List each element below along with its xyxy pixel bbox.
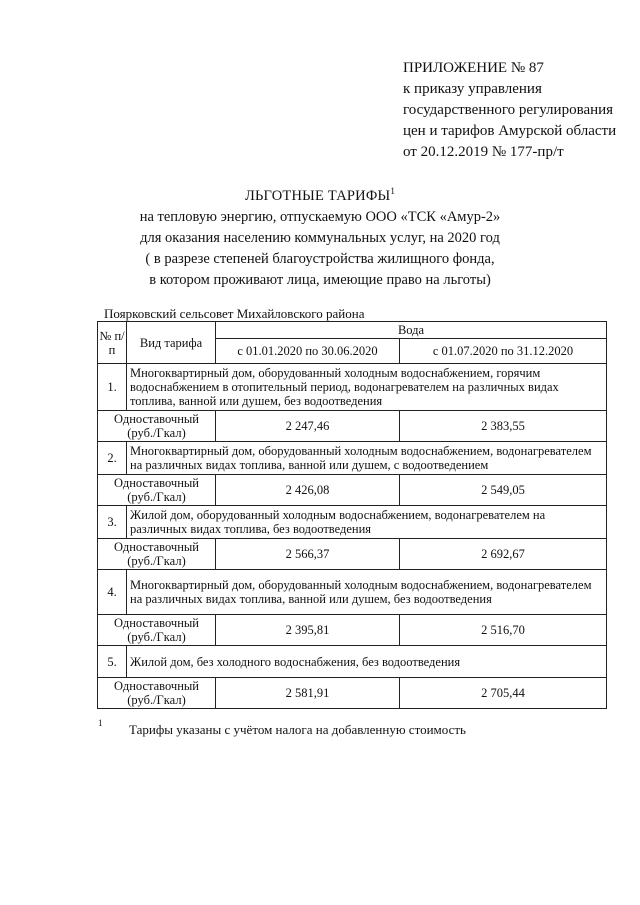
appendix-line: государственного регулирования <box>403 102 614 118</box>
rate-label <box>98 475 216 506</box>
appendix-header <box>403 58 616 163</box>
header-period-2: с 01.07.2020 по 31.12.2020 <box>400 339 607 364</box>
footnote-mark: 1 <box>98 718 103 728</box>
rate-label <box>98 615 216 646</box>
region-label: Поярковский сельсовет Михайловского района <box>104 306 365 321</box>
value-cell: 2 566,37 <box>216 539 400 570</box>
table-row <box>98 615 607 646</box>
row-desc: Жилой дом, без холодного водоснабжения, без водоотведения <box>127 646 607 678</box>
row-num: 1. <box>98 364 127 411</box>
row-num: 4. <box>98 570 127 615</box>
header-group: Вода <box>216 322 607 339</box>
rate-label-line: (руб./Гкал) <box>127 630 186 644</box>
title-main <box>0 186 640 207</box>
rate-label-line: (руб./Гкал) <box>127 554 186 568</box>
rate-label <box>98 411 216 442</box>
table-row <box>98 506 607 539</box>
rate-label-line: Одноставочный <box>114 476 199 490</box>
rate-label-line: Одноставочный <box>114 540 199 554</box>
appendix-number: ПРИЛОЖЕНИЕ № 87 <box>403 60 544 76</box>
header-num: № п/п <box>98 322 127 364</box>
table-row <box>98 570 607 615</box>
footnote-text: Тарифы указаны с учётом налога на добавленную стоимость <box>129 722 466 737</box>
title-text: ЛЬГОТНЫЕ ТАРИФЫ <box>244 188 391 204</box>
title-line: в котором проживают лица, имеющие право на льготы) <box>149 272 491 288</box>
value-cell: 2 247,46 <box>216 411 400 442</box>
title-line: ( в разрезе степеней благоустройства жилищного фонда, <box>145 251 495 267</box>
document-title <box>0 186 640 291</box>
rate-label <box>98 678 216 709</box>
table-row <box>98 539 607 570</box>
value-cell: 2 692,67 <box>400 539 607 570</box>
rate-label-line: Одноставочный <box>114 679 199 693</box>
appendix-date: от 20.12.2019 № 177-пр/т <box>403 144 564 160</box>
value-cell: 2 549,05 <box>400 475 607 506</box>
table-row <box>98 678 607 709</box>
header-type: Вид тарифа <box>127 322 216 364</box>
tariff-table <box>97 321 607 709</box>
rate-label-line: (руб./Гкал) <box>127 693 186 707</box>
value-cell: 2 383,55 <box>400 411 607 442</box>
row-desc: Многоквартирный дом, оборудованный холодным водоснабжением, водонагревателем на различных видах топлива, ванной или душем, без водоотведения <box>127 570 607 615</box>
rate-label <box>98 539 216 570</box>
table-row <box>98 646 607 678</box>
row-desc: Жилой дом, оборудованный холодным водоснабжением, водонагревателем на различных видах топлива, без водоотведения <box>127 506 607 539</box>
row-num: 2. <box>98 442 127 475</box>
rate-label-line: (руб./Гкал) <box>127 426 186 440</box>
header-period-1: с 01.01.2020 по 30.06.2020 <box>216 339 400 364</box>
row-desc: Многоквартирный дом, оборудованный холодным водоснабжением, горячим водоснабжением в отопительный период, водонагревателем на различных видах топлива, ванной или душем, без водоотведения <box>127 364 607 411</box>
title-line: на тепловую энергию, отпускаемую ООО «ТСК «Амур-2» <box>139 209 501 225</box>
table-row <box>98 475 607 506</box>
row-num: 3. <box>98 506 127 539</box>
value-cell: 2 395,81 <box>216 615 400 646</box>
value-cell: 2 516,70 <box>400 615 607 646</box>
row-desc: Многоквартирный дом, оборудованный холодным водоснабжением, водонагревателем на различных видах топлива, ванной или душем, с водоотведением <box>127 442 607 475</box>
table-row <box>98 364 607 411</box>
table-row <box>98 442 607 475</box>
appendix-line: цен и тарифов Амурской области <box>403 123 617 139</box>
rate-label-line: (руб./Гкал) <box>127 490 186 504</box>
rate-label-line: Одноставочный <box>114 616 199 630</box>
title-line: для оказания населению коммунальных услуг, на 2020 год <box>140 230 500 246</box>
row-num: 5. <box>98 646 127 678</box>
table-header-row <box>98 322 607 339</box>
appendix-line: к приказу управления <box>403 81 542 97</box>
value-cell: 2 581,91 <box>216 678 400 709</box>
table-row <box>98 411 607 442</box>
value-cell: 2 426,08 <box>216 475 400 506</box>
footnote-ref: 1 <box>390 186 396 197</box>
rate-label-line: Одноставочный <box>114 412 199 426</box>
value-cell: 2 705,44 <box>400 678 607 709</box>
